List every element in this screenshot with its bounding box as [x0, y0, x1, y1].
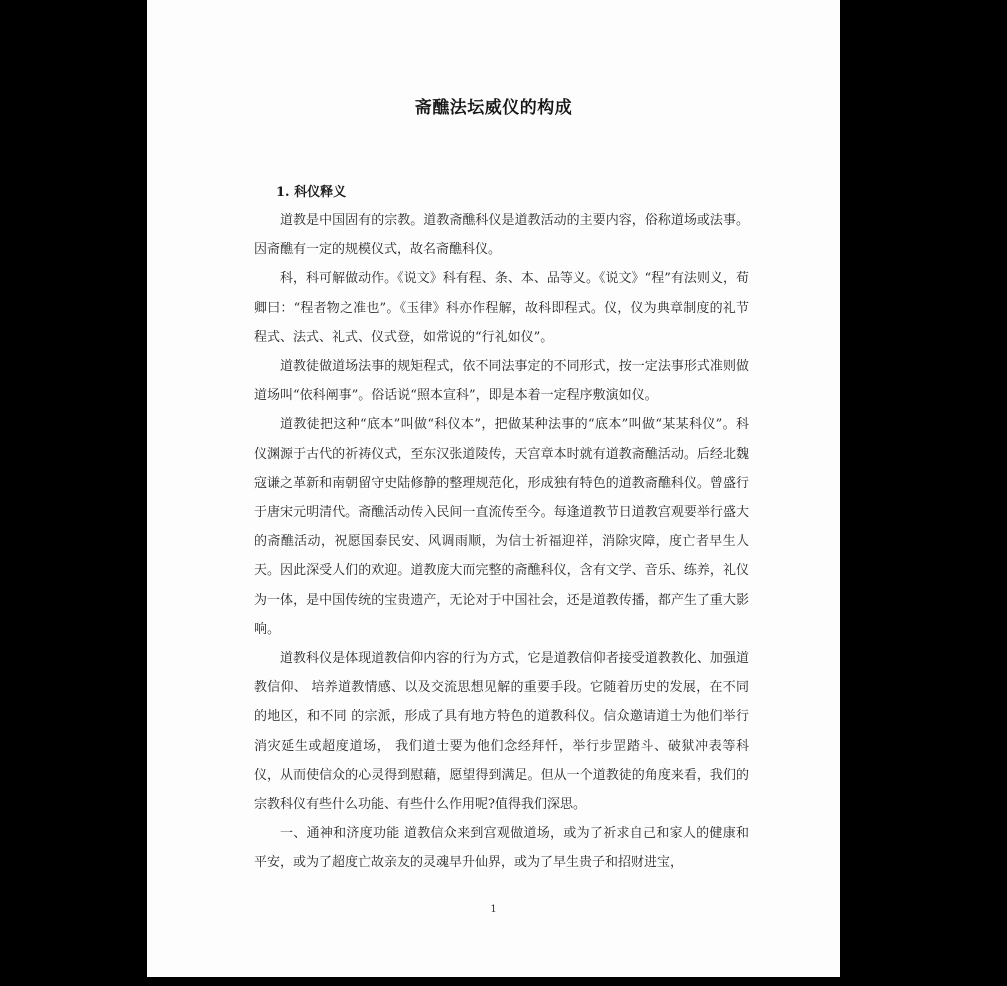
scanned-page [147, 0, 840, 977]
paragraph: 科，科可解做动作。《说文》科有程、条、本、品等义。《说文》“程”有法则义，荀卿曰：“程者物之准也”。《玉律》科亦作程解，故科即程式。仪，仪为典章制度的礼节程式、法式、礼式、仪式登，如常说的“行礼如仪”。 [254, 271, 749, 345]
document-title: 斋醮法坛威仪的构成 [414, 98, 573, 118]
page-number: 1 [490, 904, 497, 915]
paragraph: 道教科仪是体现道教信仰内容的行为方式，它是道教信仰者接受道教教化、加强道教信仰、 培养道教情感、以及交流思想见解的重要手段。它随着历史的发展，在不同的地区，和不同 的宗派，形成了具有地方特色的道教科仪。信众邀请道士为他们举行消灾延生或超度道场， 我们道士要为他们念经拜忏，举行步罡踏斗、破狱冲表等科仪，从而使信众的心灵得到慰藉，愿望得到满足。但从一个道教徒的角度来看，我们的宗教科仪有些什么功能、有些什么作用呢?值得我们深思。 [254, 651, 749, 813]
paragraph: 道教徒做道场法事的规矩程式，依不同法事定的不同形式，按一定法事形式准则做道场叫“依科阐事”。俗话说“照本宣科”，即是本着一定程序敷演如仪。 [254, 359, 749, 404]
paragraph: 一、通神和济度功能 道教信众来到宫观做道场，或为了祈求自己和家人的健康和平安，或为了超度亡故亲友的灵魂早升仙界，或为了早生贵子和招财进宝， [254, 826, 749, 871]
paragraph: 道教是中国固有的宗教。道教斋醮科仪是道教活动的主要内容，俗称道场或法事。因斋醮有一定的规模仪式，故名斋醮科仪。 [254, 213, 749, 258]
paragraph: 道教徒把这种“底本”叫做“科仪本”，把做某种法事的“底本”叫做“某某科仪”。科仪渊源于古代的祈祷仪式，至东汉张道陵传，天宫章本时就有道教斋醮活动。后经北魏寇谦之革新和南朝留守史陆修静的整理规范化，形成独有特色的道教斋醮科仪。曾盛行于唐宋元明清代。斋醮活动传入民间一直流传至今。每逢道教节日道教宫观要举行盛大的斋醮活动，祝愿国泰民安、风调雨顺，为信士祈福迎祥，消除灾障，度亡者早生人天。因此深受人们的欢迎。道教庞大而完整的斋醮科仪，含有文学、音乐、练养，礼仪为一体，是中国传统的宝贵遗产，无论对于中国社会，还是道教传播，都产生了重大影响。 [254, 417, 749, 637]
section-heading: 1. 科仪释义 [276, 185, 347, 200]
body-text [254, 206, 749, 878]
